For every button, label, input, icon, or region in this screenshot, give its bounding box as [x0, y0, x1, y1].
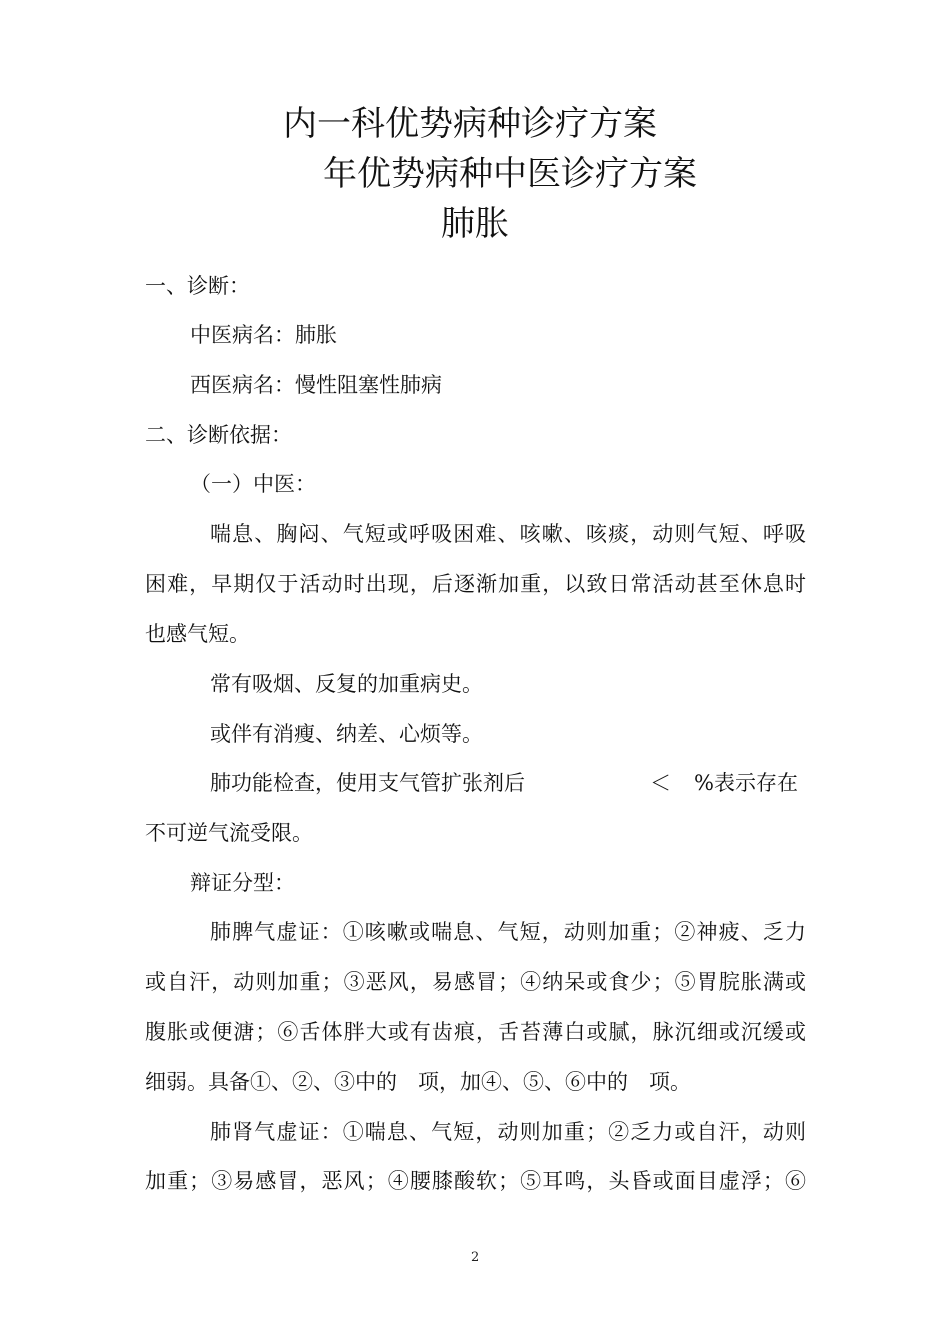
tcm-disease-name: 中医病名：肺胀	[190, 323, 337, 347]
document-subtitle: 年优势病种中医诊疗方案	[323, 154, 697, 194]
paragraph-line: 或伴有消瘦、纳差、心烦等。	[210, 722, 483, 746]
subsection-heading-tcm: （一）中医：	[190, 472, 316, 496]
paragraph-line-end: %表示存在	[694, 771, 798, 795]
paragraph-line: 细弱。具备①、②、③中的 项，加④、⑤、⑥中的 项。	[145, 1070, 691, 1094]
page-number: 2	[471, 1250, 480, 1265]
western-disease-name: 西医病名：慢性阻塞性肺病	[190, 373, 442, 397]
paragraph-line: 也感气短。	[145, 622, 250, 646]
syndrome-classification-heading: 辩证分型：	[190, 871, 295, 895]
paragraph-line: 常有吸烟、反复的加重病史。	[210, 672, 483, 696]
paragraph-line: 肺肾气虚证：①喘息、气短，动则加重；②乏力或自汗，动则	[210, 1120, 806, 1144]
section-heading-criteria: 二、诊断依据：	[145, 423, 292, 447]
paragraph-line: 肺脾气虚证：①咳嗽或喘息、气短，动则加重；②神疲、乏力	[210, 920, 806, 944]
paragraph-line: 或自汗，动则加重；③恶风，易感冒；④纳呆或食少；⑤胃脘胀满或	[145, 970, 806, 994]
section-heading-diagnosis: 一、诊断：	[145, 274, 250, 298]
paragraph-line: 不可逆气流受限。	[145, 821, 313, 845]
paragraph-line: 加重；③易感冒，恶风；④腰膝酸软；⑤耳鸣，头昏或面目虚浮；⑥	[145, 1169, 806, 1193]
paragraph-line: 肺功能检查，使用支气管扩张剂后	[210, 771, 525, 795]
document-title: 内一科优势病种诊疗方案	[283, 104, 657, 144]
paragraph-line: 喘息、胸闷、气短或呼吸困难、咳嗽、咳痰，动则气短、呼吸	[210, 522, 806, 546]
paragraph-line: 腹胀或便溏；⑥舌体胖大或有齿痕，舌苔薄白或腻，脉沉细或沉缓或	[145, 1020, 806, 1044]
disease-title: 肺胀	[441, 204, 509, 244]
paragraph-line: 困难，早期仅于活动时出现，后逐渐加重，以致日常活动甚至休息时	[145, 572, 806, 596]
less-than-symbol: ＜	[650, 771, 671, 795]
